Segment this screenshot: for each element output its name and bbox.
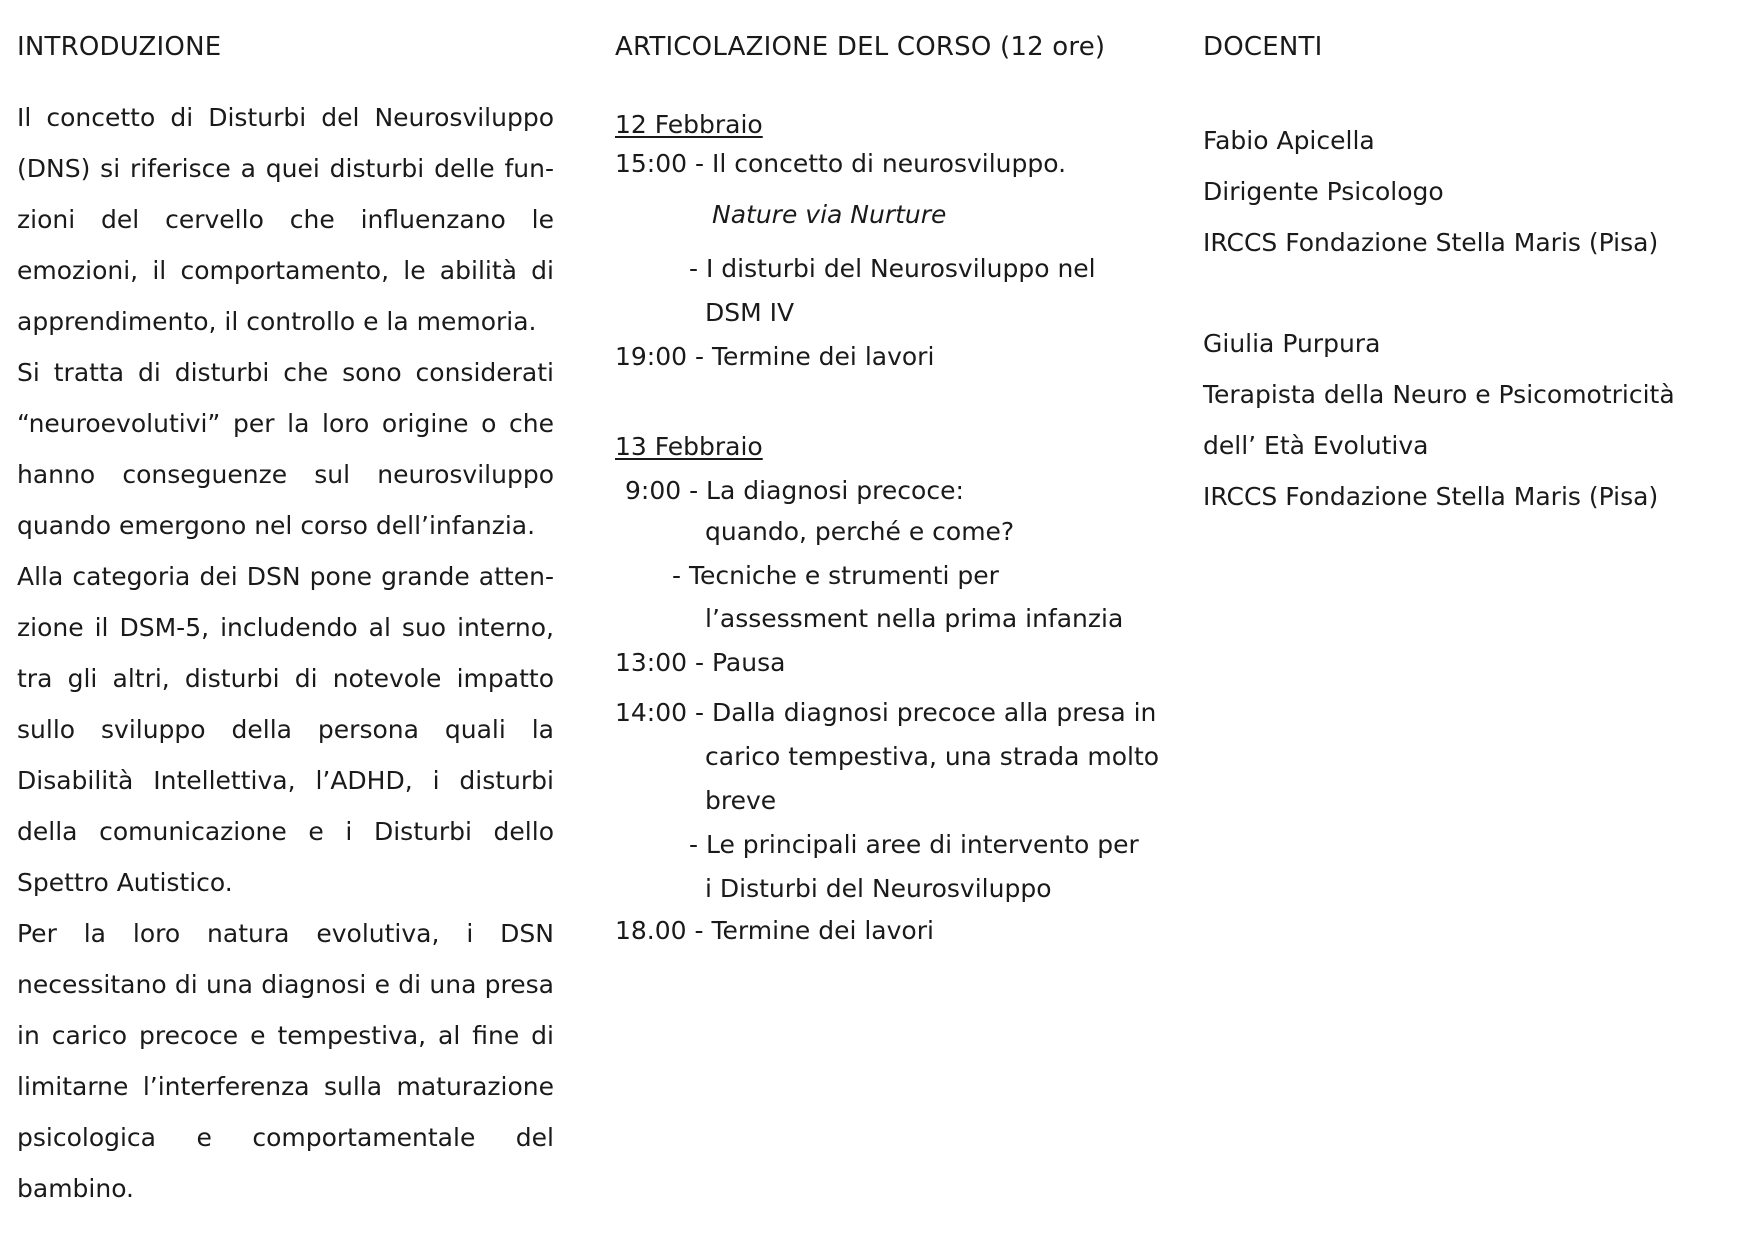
docente-1-name: Fabio Apicella	[1203, 126, 1375, 155]
programma-heading: ARTICOLAZIONE DEL CORSO (12 ore)	[615, 32, 1106, 62]
day2-end: 18.00 - Termine dei lavori	[615, 916, 934, 945]
introduzione-heading: INTRODUZIONE	[17, 32, 222, 62]
day2-session-2: - Tecniche e strumenti per	[672, 561, 999, 590]
day2-session-1: 9:00 - La diagnosi precoce:	[625, 476, 964, 505]
day2-session-3-cont: carico tempestiva, una strada molto	[705, 742, 1160, 771]
day1-date: 12 Febbraio	[615, 110, 763, 139]
day2-session-3-cont: breve	[705, 786, 777, 815]
day2-session-4-cont: i Disturbi del Neurosviluppo	[705, 874, 1052, 903]
intro-paragraph: Alla categoria dei DSN pone grande attenzione il DSM-5, includendo al suo interno, tra gli altri, disturbi di notevole impatto sullo sviluppo della persona quali la Disabilità Intellettiva, l’ADHD, i disturbi della comunicazione e i Disturbi dello Spettro Autistico.	[17, 562, 554, 897]
docente-2-role: Terapista della Neuro e Psicomotricità	[1203, 380, 1675, 409]
day2-session-1-cont: quando, perché e come?	[705, 517, 1015, 546]
day1-session-1: 15:00 - Il concetto di neurosviluppo.	[615, 149, 1067, 178]
introduzione-text	[17, 92, 554, 1214]
intro-paragraph: Il concetto di Disturbi del Neurosviluppo (DNS) si riferisce a quei disturbi delle funzioni del cervello che influenzano le emozioni, il comportamento, le abilità di apprendimento, il controllo e la memoria.	[17, 103, 554, 336]
day1-end: 19:00 - Termine dei lavori	[615, 342, 935, 371]
docente-1-organization: IRCCS Fondazione Stella Maris (Pisa)	[1203, 228, 1659, 257]
day1-session-2: - I disturbi del Neurosviluppo nel	[689, 254, 1096, 283]
intro-paragraph: Per la loro natura evolutiva, i DSN necessitano di una diagnosi e di una presa in carico precoce e tempestiva, al fine di limitarne l’interferenza sulla maturazione psicologica e comportamentale del bambino.	[17, 919, 554, 1203]
intro-paragraph: Si tratta di disturbi che sono considerati “neuroevolutivi” per la loro origine o che hanno conseguenze sul neurosviluppo quando emergono nel corso dell’infanzia.	[17, 358, 554, 540]
day2-session-4: - Le principali aree di intervento per	[689, 830, 1139, 859]
day1-session-1-subtitle: Nature via Nurture	[712, 200, 947, 229]
docente-2-organization: IRCCS Fondazione Stella Maris (Pisa)	[1203, 482, 1659, 511]
docente-1-role: Dirigente Psicologo	[1203, 177, 1444, 206]
docente-2-name: Giulia Purpura	[1203, 329, 1381, 358]
day2-session-2-cont: l’assessment nella prima infanzia	[705, 604, 1124, 633]
docente-2-role-cont: dell’ Età Evolutiva	[1203, 431, 1429, 460]
day2-session-3: 14:00 - Dalla diagnosi precoce alla presa in	[615, 698, 1157, 727]
day2-date: 13 Febbraio	[615, 432, 763, 461]
day1-session-2-cont: DSM IV	[705, 298, 795, 327]
docenti-heading: DOCENTI	[1203, 32, 1323, 62]
day2-pause: 13:00 - Pausa	[615, 648, 786, 677]
